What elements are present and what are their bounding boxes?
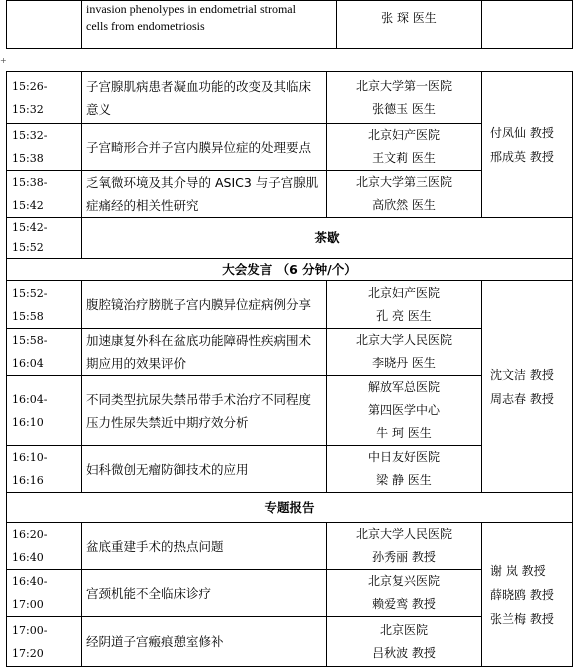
speaker-name: 王文莉 医生 [372,151,436,165]
institution: 中日友好医院 [367,450,440,464]
table-row [7,218,573,259]
speaker-cell [327,617,482,667]
topic-cell: 经阴道子宫瘢痕憩室修补 [82,617,327,667]
moderator-cell [482,523,573,667]
topic-cell: 腹腔镜治疗膀胱子宫内膜异位症病例分享 [82,281,327,329]
speaker-cell [327,376,482,446]
speaker-cell [327,171,482,218]
topic-cell: 加速康复外科在盆底功能障碍性疾病围术期应用的效果评价 [82,329,327,376]
schedule-table [6,71,573,667]
institution: 北京医院 [379,622,428,637]
table-row [7,281,573,329]
speaker-cell [327,72,482,124]
speaker-name: 孔 亮 医生 [376,308,432,323]
topic-line: cells from endometriosis [86,19,205,33]
topic-cell: 子宫畸形合并子宫内膜异位症的处理要点 [82,124,327,171]
table-row [7,1,573,49]
speaker-name: 牛 珂 医生 [376,426,432,440]
section-heading-row [7,493,573,523]
moderator-cell [482,1,573,49]
time-cell: 15:58-16:04 [7,329,82,376]
break-label: 茶歇 [82,218,573,259]
institution: 北京复兴医院 [367,574,440,588]
moderator-cell [482,281,573,493]
institution: 北京大学第一医院 [355,78,452,93]
speaker-name: 孙秀丽 教授 [372,550,436,564]
time-cell: 15:42-15:52 [7,218,82,259]
speaker-cell [327,124,482,171]
speaker-name: 张德玉 医生 [372,101,436,116]
speaker-cell [327,329,482,376]
institution: 北京妇产医院 [367,285,440,300]
topic-cell: 妇科微创无瘤防御技术的应用 [82,446,327,493]
speaker-name: 高欣然 医生 [372,198,436,212]
topic-line: invasion phenolypes in endometrial stromal [86,2,296,16]
speaker-name: 吕秋波 教授 [372,645,436,660]
section-heading-row [7,259,573,281]
topic-cell: 宫颈机能不全临床诊疗 [82,570,327,617]
time-cell: 15:52-15:58 [7,281,82,329]
time-cell: 16:20-16:40 [7,523,82,570]
institution: 第四医学中心 [367,403,440,417]
topic-cell: 不同类型抗尿失禁吊带手术治疗不同程度压力性尿失禁近中期疗效分析 [82,376,327,446]
moderator-name: 谢 岚 教授 [490,563,546,578]
institution: 北京大学第三医院 [355,175,452,189]
moderator-name: 邢成英 教授 [490,149,554,164]
speaker-name: 赖爱鸾 教授 [372,597,436,611]
time-cell: 15:26-15:32 [7,72,82,124]
speaker-cell [327,446,482,493]
schedule-table-top [6,0,573,49]
anchor-mark: + [0,56,7,65]
moderator-name: 张兰梅 教授 [490,611,554,626]
time-cell [7,1,82,49]
speaker-cell [327,281,482,329]
table-row [7,72,573,124]
moderator-name: 付凤仙 教授 [490,125,554,140]
time-cell: 15:32-15:38 [7,124,82,171]
section-heading: 大会发言 （6 分钟/个） [7,259,573,281]
time-cell: 16:04-16:10 [7,376,82,446]
topic-cell: 乏氧微环境及其介导的 ASIC3 与子宫腺肌症痛经的相关性研究 [82,171,327,218]
speaker-name: 梁 静 医生 [376,473,432,487]
time-cell: 17:00-17:20 [7,617,82,667]
speaker-name: 张 琛 医生 [381,11,437,25]
table-row [7,523,573,570]
time-cell: 16:10-16:16 [7,446,82,493]
topic-cell: 盆底重建手术的热点问题 [82,523,327,570]
moderator-name: 周志春 教授 [490,391,554,406]
moderator-name: 沈文洁 教授 [490,367,554,382]
institution: 北京大学人民医院 [355,527,452,541]
topic-cell: 子宫腺肌病患者凝血功能的改变及其临床意义 [82,72,327,124]
speaker-name: 李晓丹 医生 [372,356,436,370]
time-cell: 15:38-15:42 [7,171,82,218]
institution: 北京妇产医院 [367,128,440,142]
topic-cell [82,1,337,49]
institution: 北京大学人民医院 [355,333,452,347]
section-heading: 专题报告 [7,493,573,523]
institution: 解放军总医院 [367,380,440,394]
time-cell: 16:40-17:00 [7,570,82,617]
speaker-cell [327,570,482,617]
speaker-cell [327,523,482,570]
moderator-cell [482,72,573,218]
moderator-name: 薛晓鸥 教授 [490,587,554,602]
speaker-cell [337,1,482,49]
